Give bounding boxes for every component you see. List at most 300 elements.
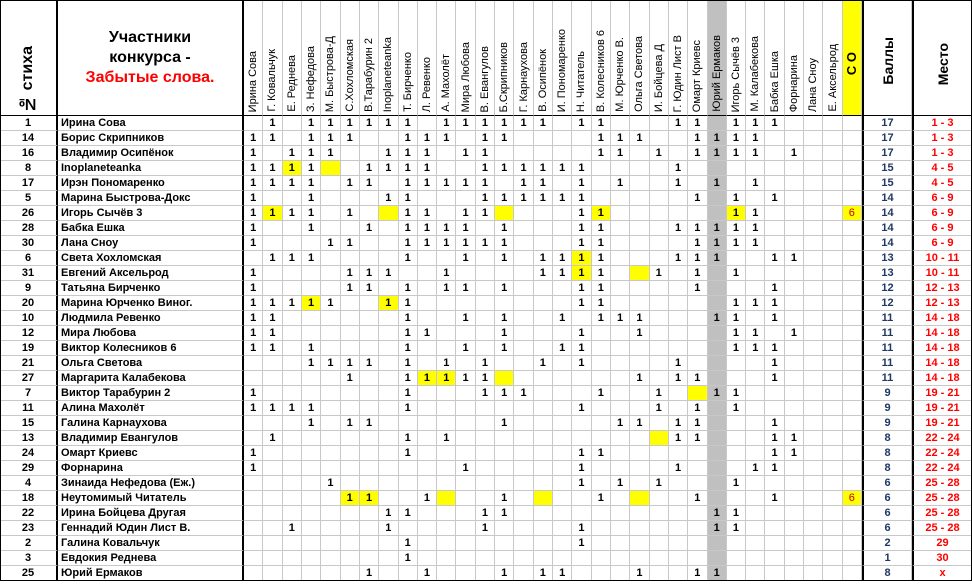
- vote-cell[interactable]: [611, 536, 630, 551]
- vote-cell[interactable]: [746, 446, 765, 461]
- vote-cell[interactable]: [708, 536, 727, 551]
- participant-name[interactable]: Света Хохломская: [58, 251, 244, 266]
- vote-cell[interactable]: [263, 371, 282, 386]
- vote-cell[interactable]: 1: [765, 311, 784, 326]
- vote-cell[interactable]: [804, 131, 823, 146]
- vote-cell[interactable]: 1: [746, 206, 765, 221]
- vote-cell[interactable]: [823, 356, 842, 371]
- vote-cell[interactable]: [456, 416, 475, 431]
- vote-cell[interactable]: [321, 536, 340, 551]
- vote-cell[interactable]: [244, 431, 263, 446]
- vote-cell[interactable]: [302, 476, 321, 491]
- vote-cell[interactable]: 1: [476, 131, 495, 146]
- participant-name[interactable]: Мира Любова: [58, 326, 244, 341]
- vote-cell[interactable]: [592, 161, 611, 176]
- vote-cell[interactable]: [650, 416, 669, 431]
- vote-cell[interactable]: 1: [283, 401, 302, 416]
- vote-cell[interactable]: [804, 266, 823, 281]
- vote-cell[interactable]: 1: [746, 221, 765, 236]
- vote-cell[interactable]: [418, 476, 437, 491]
- vote-cell[interactable]: [708, 431, 727, 446]
- vote-cell[interactable]: [765, 566, 784, 581]
- vote-cell[interactable]: [514, 296, 533, 311]
- vote-cell[interactable]: 1: [495, 236, 514, 251]
- vote-cell[interactable]: [379, 311, 398, 326]
- vote-cell[interactable]: [534, 281, 553, 296]
- vote-cell[interactable]: [456, 491, 475, 506]
- vote-cell[interactable]: [650, 446, 669, 461]
- vote-cell[interactable]: [669, 146, 688, 161]
- vote-cell[interactable]: [456, 161, 475, 176]
- vote-cell[interactable]: [630, 281, 649, 296]
- vote-cell[interactable]: [476, 326, 495, 341]
- vote-cell[interactable]: [553, 521, 572, 536]
- vote-cell[interactable]: 1: [592, 386, 611, 401]
- vote-cell[interactable]: [804, 401, 823, 416]
- vote-cell[interactable]: 1: [708, 221, 727, 236]
- vote-cell[interactable]: 1: [765, 116, 784, 131]
- vote-cell[interactable]: [437, 311, 456, 326]
- vote-cell[interactable]: 1: [244, 266, 263, 281]
- participant-name[interactable]: Марина Юрченко Виног.: [58, 296, 244, 311]
- vote-cell[interactable]: 1: [302, 161, 321, 176]
- vote-cell[interactable]: [669, 401, 688, 416]
- vote-cell[interactable]: 1: [399, 296, 418, 311]
- vote-cell[interactable]: 1: [302, 296, 321, 311]
- vote-cell[interactable]: [418, 536, 437, 551]
- vote-cell[interactable]: 1: [727, 131, 746, 146]
- vote-cell[interactable]: 1: [611, 131, 630, 146]
- vote-cell[interactable]: 1: [244, 281, 263, 296]
- vote-cell[interactable]: 1: [418, 206, 437, 221]
- vote-cell[interactable]: 1: [572, 296, 591, 311]
- vote-cell[interactable]: 1: [688, 491, 707, 506]
- vote-cell[interactable]: [514, 326, 533, 341]
- vote-cell[interactable]: [379, 536, 398, 551]
- vote-cell[interactable]: [765, 161, 784, 176]
- vote-cell[interactable]: 1: [572, 236, 591, 251]
- vote-cell[interactable]: 1: [476, 506, 495, 521]
- vote-cell[interactable]: [437, 461, 456, 476]
- vote-cell[interactable]: [514, 506, 533, 521]
- vote-cell[interactable]: 1: [630, 326, 649, 341]
- vote-cell[interactable]: [804, 566, 823, 581]
- vote-cell[interactable]: [592, 551, 611, 566]
- vote-cell[interactable]: 1: [399, 221, 418, 236]
- vote-cell[interactable]: 1: [399, 281, 418, 296]
- vote-cell[interactable]: [514, 281, 533, 296]
- vote-cell[interactable]: [263, 491, 282, 506]
- column-header-voter[interactable]: [456, 0, 475, 116]
- vote-cell[interactable]: [302, 536, 321, 551]
- vote-cell[interactable]: [611, 281, 630, 296]
- vote-cell[interactable]: 1: [592, 236, 611, 251]
- vote-cell[interactable]: [476, 281, 495, 296]
- vote-cell[interactable]: [804, 341, 823, 356]
- vote-cell[interactable]: 1: [727, 311, 746, 326]
- vote-cell[interactable]: [746, 266, 765, 281]
- vote-cell[interactable]: [708, 401, 727, 416]
- vote-cell[interactable]: 1: [456, 176, 475, 191]
- vote-cell[interactable]: [630, 206, 649, 221]
- vote-cell[interactable]: 1: [399, 386, 418, 401]
- vote-cell[interactable]: 1: [379, 521, 398, 536]
- vote-cell[interactable]: [514, 491, 533, 506]
- vote-cell[interactable]: 1: [765, 371, 784, 386]
- vote-cell[interactable]: [765, 506, 784, 521]
- vote-cell[interactable]: [476, 536, 495, 551]
- vote-cell[interactable]: 1: [785, 431, 804, 446]
- vote-cell[interactable]: 1: [592, 266, 611, 281]
- vote-cell[interactable]: [360, 146, 379, 161]
- vote-cell[interactable]: 1: [456, 341, 475, 356]
- vote-cell[interactable]: [823, 386, 842, 401]
- vote-cell[interactable]: [804, 191, 823, 206]
- vote-cell[interactable]: [399, 266, 418, 281]
- column-header-voter[interactable]: [746, 0, 765, 116]
- vote-cell[interactable]: [823, 146, 842, 161]
- vote-cell[interactable]: 1: [727, 191, 746, 206]
- vote-cell[interactable]: [244, 521, 263, 536]
- vote-cell[interactable]: [553, 206, 572, 221]
- vote-cell[interactable]: [688, 206, 707, 221]
- vote-cell[interactable]: [514, 371, 533, 386]
- vote-cell[interactable]: [650, 326, 669, 341]
- vote-cell[interactable]: 1: [727, 296, 746, 311]
- vote-cell[interactable]: [765, 176, 784, 191]
- vote-cell[interactable]: 1: [534, 191, 553, 206]
- vote-cell[interactable]: [302, 326, 321, 341]
- vote-cell[interactable]: 1: [244, 311, 263, 326]
- vote-cell[interactable]: [650, 161, 669, 176]
- vote-cell[interactable]: [746, 191, 765, 206]
- vote-cell[interactable]: 1: [476, 146, 495, 161]
- vote-cell[interactable]: [572, 566, 591, 581]
- vote-cell[interactable]: [283, 416, 302, 431]
- vote-cell[interactable]: 1: [437, 236, 456, 251]
- column-header-voter[interactable]: [514, 0, 533, 116]
- vote-cell[interactable]: [765, 521, 784, 536]
- vote-cell[interactable]: [360, 521, 379, 536]
- vote-cell[interactable]: [553, 536, 572, 551]
- vote-cell[interactable]: [823, 311, 842, 326]
- vote-cell[interactable]: [611, 551, 630, 566]
- vote-cell[interactable]: 1: [534, 251, 553, 266]
- vote-cell[interactable]: 1: [746, 236, 765, 251]
- vote-cell[interactable]: [611, 401, 630, 416]
- vote-cell[interactable]: [514, 416, 533, 431]
- vote-cell[interactable]: [785, 536, 804, 551]
- vote-cell[interactable]: [611, 341, 630, 356]
- column-header-voter[interactable]: [765, 0, 784, 116]
- vote-cell[interactable]: [669, 386, 688, 401]
- vote-cell[interactable]: [669, 266, 688, 281]
- vote-cell[interactable]: 1: [650, 476, 669, 491]
- vote-cell[interactable]: [321, 386, 340, 401]
- vote-cell[interactable]: [630, 116, 649, 131]
- vote-cell[interactable]: 1: [765, 281, 784, 296]
- vote-cell[interactable]: [611, 296, 630, 311]
- vote-cell[interactable]: [823, 116, 842, 131]
- vote-cell[interactable]: [592, 461, 611, 476]
- vote-cell[interactable]: 1: [785, 251, 804, 266]
- vote-cell[interactable]: [283, 386, 302, 401]
- vote-cell[interactable]: [244, 551, 263, 566]
- vote-cell[interactable]: [263, 221, 282, 236]
- vote-cell[interactable]: [456, 521, 475, 536]
- vote-cell[interactable]: [804, 296, 823, 311]
- vote-cell[interactable]: [592, 521, 611, 536]
- vote-cell[interactable]: [572, 131, 591, 146]
- vote-cell[interactable]: [823, 491, 842, 506]
- vote-cell[interactable]: [785, 401, 804, 416]
- vote-cell[interactable]: [534, 521, 553, 536]
- vote-cell[interactable]: [553, 116, 572, 131]
- co-cell[interactable]: [843, 416, 862, 431]
- vote-cell[interactable]: 1: [553, 341, 572, 356]
- vote-cell[interactable]: [263, 536, 282, 551]
- vote-cell[interactable]: 1: [263, 161, 282, 176]
- vote-cell[interactable]: 1: [263, 431, 282, 446]
- vote-cell[interactable]: [456, 476, 475, 491]
- vote-cell[interactable]: [785, 116, 804, 131]
- vote-cell[interactable]: [688, 536, 707, 551]
- co-cell[interactable]: [843, 341, 862, 356]
- vote-cell[interactable]: [534, 476, 553, 491]
- vote-cell[interactable]: [727, 446, 746, 461]
- vote-cell[interactable]: [514, 551, 533, 566]
- vote-cell[interactable]: [263, 356, 282, 371]
- vote-cell[interactable]: [456, 131, 475, 146]
- vote-cell[interactable]: [804, 431, 823, 446]
- vote-cell[interactable]: 1: [688, 221, 707, 236]
- vote-cell[interactable]: [302, 386, 321, 401]
- vote-cell[interactable]: 1: [669, 371, 688, 386]
- vote-cell[interactable]: 1: [360, 266, 379, 281]
- vote-cell[interactable]: [476, 476, 495, 491]
- vote-cell[interactable]: [804, 206, 823, 221]
- vote-cell[interactable]: 1: [727, 146, 746, 161]
- vote-cell[interactable]: [746, 371, 765, 386]
- vote-cell[interactable]: [611, 431, 630, 446]
- vote-cell[interactable]: [650, 341, 669, 356]
- vote-cell[interactable]: [611, 356, 630, 371]
- vote-cell[interactable]: [283, 131, 302, 146]
- vote-cell[interactable]: 1: [765, 431, 784, 446]
- vote-cell[interactable]: [399, 566, 418, 581]
- vote-cell[interactable]: [688, 296, 707, 311]
- vote-cell[interactable]: 1: [765, 416, 784, 431]
- vote-cell[interactable]: [534, 296, 553, 311]
- vote-cell[interactable]: 1: [553, 191, 572, 206]
- vote-cell[interactable]: 1: [476, 161, 495, 176]
- vote-cell[interactable]: 1: [630, 416, 649, 431]
- co-cell[interactable]: [843, 386, 862, 401]
- vote-cell[interactable]: 1: [437, 176, 456, 191]
- vote-cell[interactable]: 1: [592, 311, 611, 326]
- vote-cell[interactable]: 1: [688, 236, 707, 251]
- vote-cell[interactable]: [263, 521, 282, 536]
- vote-cell[interactable]: [823, 296, 842, 311]
- vote-cell[interactable]: [534, 386, 553, 401]
- column-header-voter[interactable]: [437, 0, 456, 116]
- vote-cell[interactable]: [495, 146, 514, 161]
- vote-cell[interactable]: 1: [572, 476, 591, 491]
- vote-cell[interactable]: [553, 356, 572, 371]
- vote-cell[interactable]: [785, 371, 804, 386]
- participant-name[interactable]: Виктор Колесников 6: [58, 341, 244, 356]
- vote-cell[interactable]: [534, 536, 553, 551]
- vote-cell[interactable]: 1: [495, 161, 514, 176]
- vote-cell[interactable]: 1: [263, 251, 282, 266]
- vote-cell[interactable]: [399, 491, 418, 506]
- vote-cell[interactable]: 1: [708, 236, 727, 251]
- column-header-voter[interactable]: [360, 0, 379, 116]
- vote-cell[interactable]: [360, 296, 379, 311]
- co-cell[interactable]: [843, 146, 862, 161]
- vote-cell[interactable]: 1: [399, 176, 418, 191]
- vote-cell[interactable]: [360, 536, 379, 551]
- vote-cell[interactable]: 1: [650, 401, 669, 416]
- vote-cell[interactable]: 1: [669, 251, 688, 266]
- vote-cell[interactable]: 1: [727, 266, 746, 281]
- vote-cell[interactable]: [379, 236, 398, 251]
- vote-cell[interactable]: [669, 566, 688, 581]
- vote-cell[interactable]: [437, 416, 456, 431]
- vote-cell[interactable]: 1: [572, 356, 591, 371]
- vote-cell[interactable]: [534, 491, 553, 506]
- vote-cell[interactable]: 1: [399, 116, 418, 131]
- vote-cell[interactable]: 1: [283, 146, 302, 161]
- co-cell[interactable]: [843, 566, 862, 581]
- vote-cell[interactable]: [341, 161, 360, 176]
- vote-cell[interactable]: [437, 551, 456, 566]
- vote-cell[interactable]: [456, 296, 475, 311]
- vote-cell[interactable]: 1: [727, 116, 746, 131]
- vote-cell[interactable]: [244, 251, 263, 266]
- vote-cell[interactable]: [283, 236, 302, 251]
- vote-cell[interactable]: [534, 506, 553, 521]
- vote-cell[interactable]: [727, 536, 746, 551]
- vote-cell[interactable]: 1: [341, 281, 360, 296]
- vote-cell[interactable]: 1: [476, 176, 495, 191]
- column-header-voter[interactable]: [572, 0, 591, 116]
- vote-cell[interactable]: 1: [302, 146, 321, 161]
- vote-cell[interactable]: [418, 266, 437, 281]
- vote-cell[interactable]: [534, 416, 553, 431]
- vote-cell[interactable]: [727, 176, 746, 191]
- vote-cell[interactable]: [650, 521, 669, 536]
- vote-cell[interactable]: [476, 431, 495, 446]
- vote-cell[interactable]: [476, 461, 495, 476]
- vote-cell[interactable]: [476, 341, 495, 356]
- vote-cell[interactable]: [611, 236, 630, 251]
- vote-cell[interactable]: [785, 341, 804, 356]
- vote-cell[interactable]: [630, 401, 649, 416]
- vote-cell[interactable]: [302, 461, 321, 476]
- vote-cell[interactable]: 1: [514, 191, 533, 206]
- vote-cell[interactable]: [592, 476, 611, 491]
- vote-cell[interactable]: 1: [476, 236, 495, 251]
- vote-cell[interactable]: 1: [572, 281, 591, 296]
- vote-cell[interactable]: [263, 506, 282, 521]
- vote-cell[interactable]: [302, 521, 321, 536]
- vote-cell[interactable]: [669, 131, 688, 146]
- vote-cell[interactable]: [418, 446, 437, 461]
- vote-cell[interactable]: [534, 326, 553, 341]
- vote-cell[interactable]: 1: [341, 206, 360, 221]
- vote-cell[interactable]: [727, 416, 746, 431]
- vote-cell[interactable]: [650, 251, 669, 266]
- vote-cell[interactable]: 1: [495, 191, 514, 206]
- participant-name[interactable]: Игорь Сычёв 3: [58, 206, 244, 221]
- vote-cell[interactable]: 1: [283, 161, 302, 176]
- vote-cell[interactable]: [823, 206, 842, 221]
- vote-cell[interactable]: 1: [495, 281, 514, 296]
- vote-cell[interactable]: [746, 431, 765, 446]
- vote-cell[interactable]: 1: [630, 311, 649, 326]
- vote-cell[interactable]: [804, 356, 823, 371]
- column-header-voter[interactable]: [688, 0, 707, 116]
- vote-cell[interactable]: [534, 221, 553, 236]
- vote-cell[interactable]: [360, 461, 379, 476]
- vote-cell[interactable]: [283, 356, 302, 371]
- vote-cell[interactable]: [746, 311, 765, 326]
- vote-cell[interactable]: [572, 551, 591, 566]
- co-cell[interactable]: [843, 176, 862, 191]
- vote-cell[interactable]: [592, 341, 611, 356]
- vote-cell[interactable]: [341, 566, 360, 581]
- co-cell[interactable]: [843, 251, 862, 266]
- vote-cell[interactable]: [360, 431, 379, 446]
- vote-cell[interactable]: 1: [321, 296, 340, 311]
- vote-cell[interactable]: 1: [263, 296, 282, 311]
- vote-cell[interactable]: 1: [572, 401, 591, 416]
- column-header-voter[interactable]: [418, 0, 437, 116]
- vote-cell[interactable]: [669, 491, 688, 506]
- vote-cell[interactable]: [360, 326, 379, 341]
- vote-cell[interactable]: 1: [456, 311, 475, 326]
- vote-cell[interactable]: 1: [456, 146, 475, 161]
- vote-cell[interactable]: [823, 416, 842, 431]
- vote-cell[interactable]: [785, 566, 804, 581]
- participant-name[interactable]: Евдокия Реднева: [58, 551, 244, 566]
- vote-cell[interactable]: [708, 326, 727, 341]
- vote-cell[interactable]: 1: [399, 206, 418, 221]
- vote-cell[interactable]: [669, 296, 688, 311]
- vote-cell[interactable]: 1: [592, 446, 611, 461]
- vote-cell[interactable]: [321, 461, 340, 476]
- vote-cell[interactable]: [553, 476, 572, 491]
- co-cell[interactable]: [843, 311, 862, 326]
- vote-cell[interactable]: [495, 521, 514, 536]
- column-header-voter[interactable]: [476, 0, 495, 116]
- vote-cell[interactable]: 1: [727, 236, 746, 251]
- vote-cell[interactable]: [804, 371, 823, 386]
- vote-cell[interactable]: [650, 491, 669, 506]
- participant-name[interactable]: Татьяна Бирченко: [58, 281, 244, 296]
- participant-name[interactable]: Виктор Тарабурин 2: [58, 386, 244, 401]
- vote-cell[interactable]: [650, 206, 669, 221]
- vote-cell[interactable]: [534, 311, 553, 326]
- column-header-voter[interactable]: [804, 0, 823, 116]
- vote-cell[interactable]: [785, 506, 804, 521]
- vote-cell[interactable]: [514, 461, 533, 476]
- vote-cell[interactable]: [321, 431, 340, 446]
- vote-cell[interactable]: 1: [263, 206, 282, 221]
- vote-cell[interactable]: 1: [283, 521, 302, 536]
- vote-cell[interactable]: [437, 506, 456, 521]
